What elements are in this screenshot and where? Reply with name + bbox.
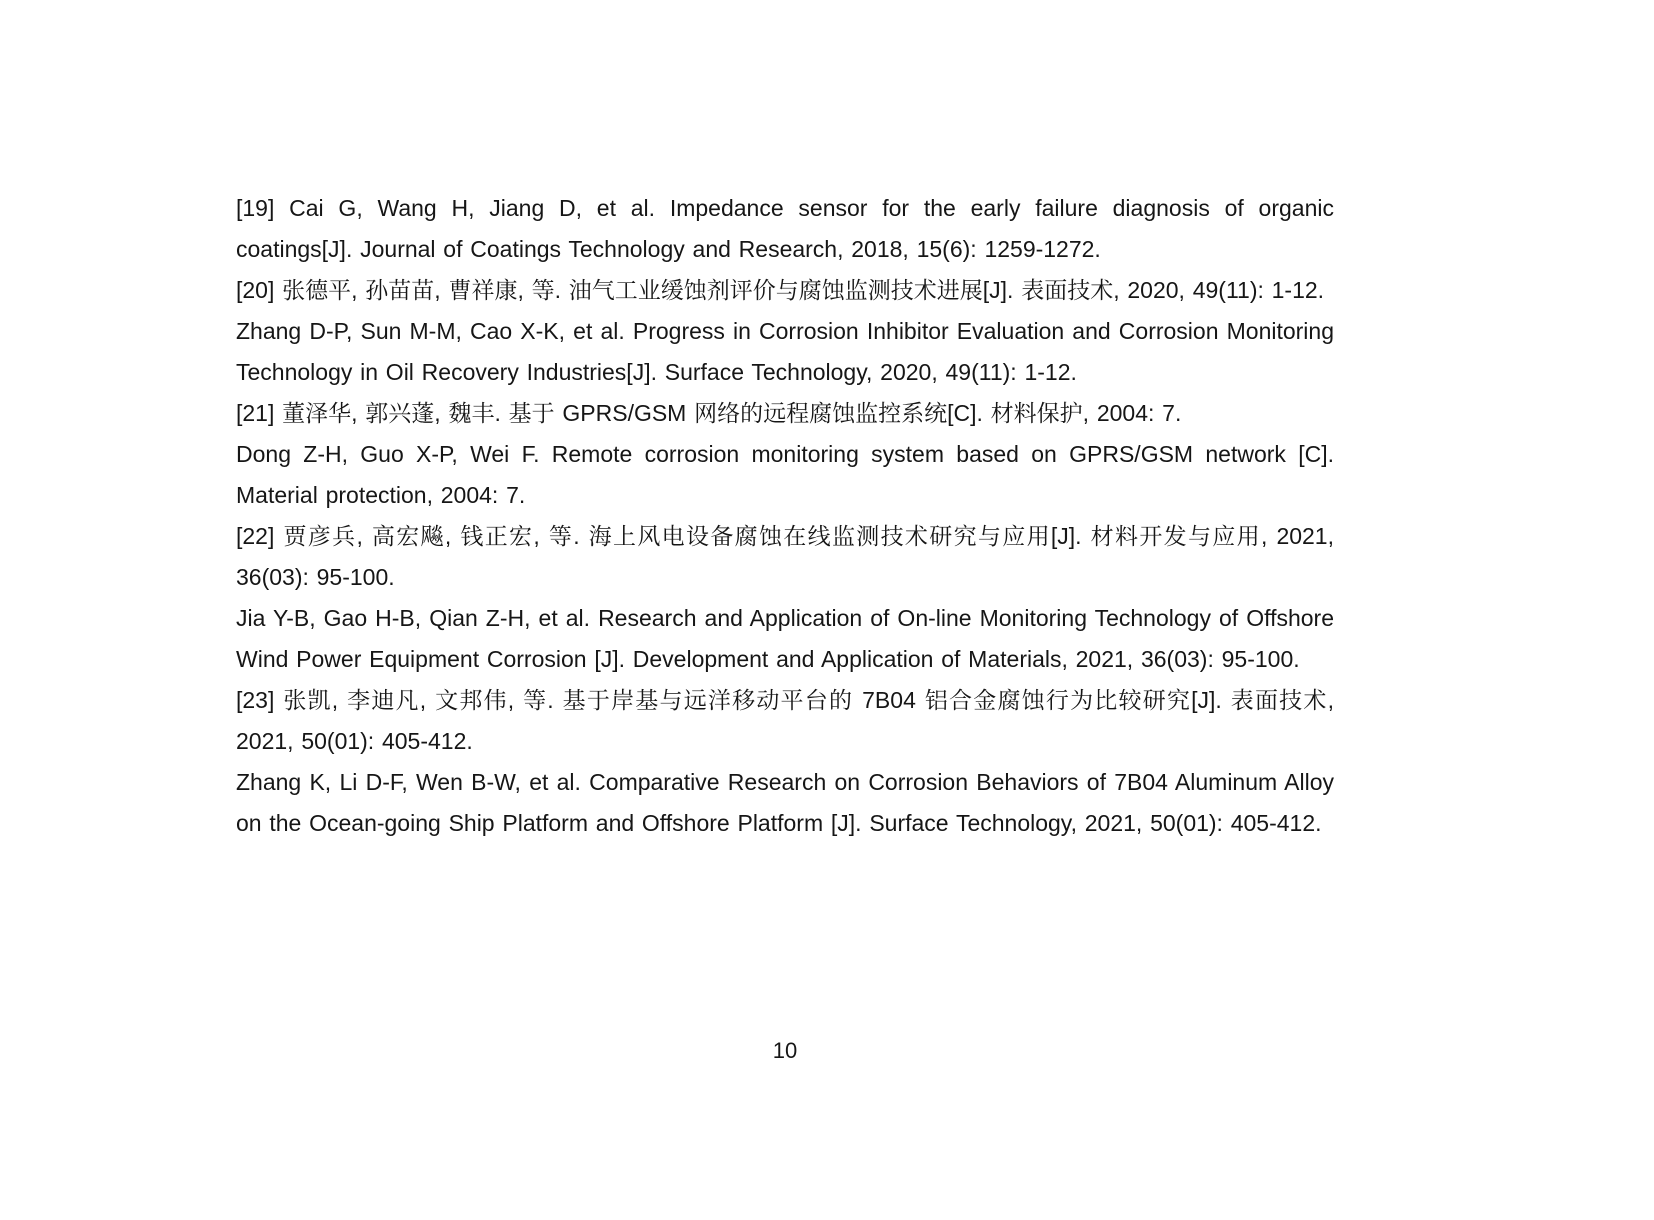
page-number: 10: [772, 1038, 798, 1063]
reference-entry-23-zh: [23] 张凯, 李迪凡, 文邦伟, 等. 基于岸基与远洋移动平台的 7B04 铝合金腐蚀行为比较研究[J]. 表面技术, 2021, 50(01): 405-412.: [236, 687, 1334, 754]
reference-entry-19-en: [19] Cai G, Wang H, Jiang D, et al. Impedance sensor for the early failure diagnosis of organic coatings[J]. Journal of Coatings Technology and Research, 2018, 15(6): 1259-1272.: [236, 195, 1334, 262]
reference-entry-22-en: Jia Y-B, Gao H-B, Qian Z-H, et al. Research and Application of On-line Monitoring Technology of Offshore Wind Power Equipment Corrosion [J]. Development and Application of Materials, 2021, 36(03): 95-100.: [236, 605, 1334, 672]
reference-entry-20-zh: [20] 张德平, 孙苗苗, 曹祥康, 等. 油气工业缓蚀剂评价与腐蚀监测技术进展[J]. 表面技术, 2020, 49(11): 1-12.: [236, 277, 1325, 303]
reference-entry-21-en: Dong Z-H, Guo X-P, Wei F. Remote corrosion monitoring system based on GPRS/GSM network [C]. Material protection, 2004: 7.: [236, 441, 1334, 508]
reference-entry-21-zh: [21] 董泽华, 郭兴蓬, 魏丰. 基于 GPRS/GSM 网络的远程腐蚀监控系统[C]. 材料保护, 2004: 7.: [236, 400, 1182, 426]
references-list: [236, 188, 1334, 844]
reference-entry-22-zh: [22] 贾彦兵, 高宏飚, 钱正宏, 等. 海上风电设备腐蚀在线监测技术研究与应用[J]. 材料开发与应用, 2021, 36(03): 95-100.: [236, 523, 1334, 590]
reference-entry-23-en: Zhang K, Li D-F, Wen B-W, et al. Comparative Research on Corrosion Behaviors of 7B04 Aluminum Alloy on the Ocean-going Ship Platform and Offshore Platform [J]. Surface Technology, 2021, 50(01): 405-412.: [236, 769, 1334, 836]
reference-entry-20-en: Zhang D-P, Sun M-M, Cao X-K, et al. Progress in Corrosion Inhibitor Evaluation and Corrosion Monitoring Technology in Oil Recovery Industries[J]. Surface Technology, 2020, 49(11): 1-12.: [236, 318, 1334, 385]
